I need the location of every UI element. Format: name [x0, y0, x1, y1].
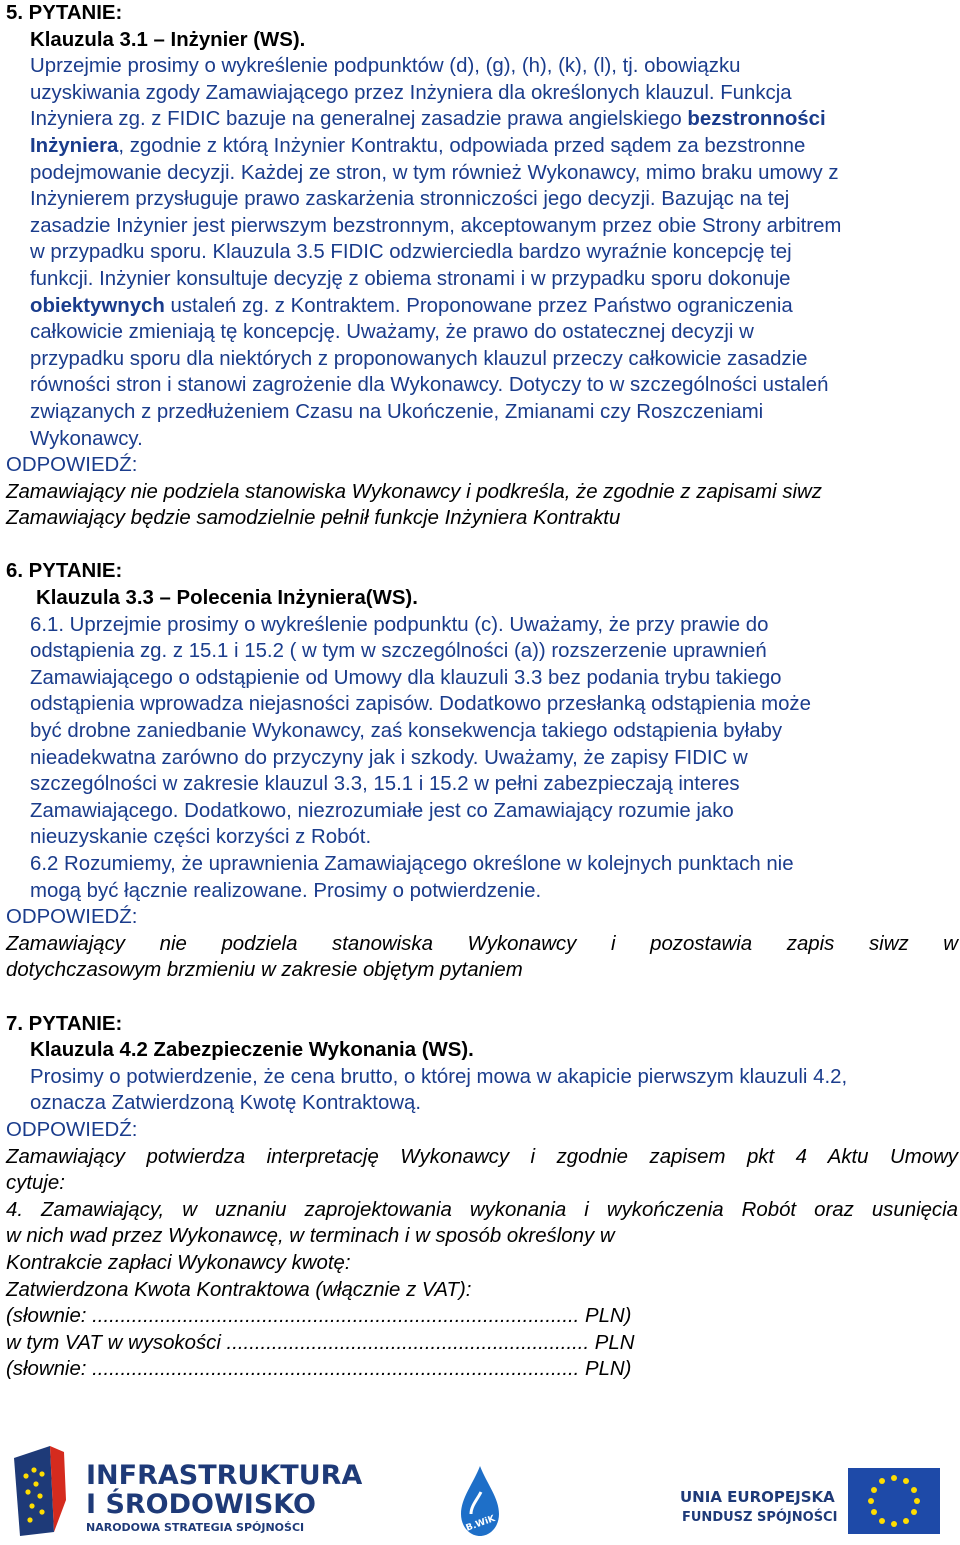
infrastruktura-srodowisko-logo [10, 1440, 363, 1540]
answer-label: ODPOWIEDŹ: [6, 906, 138, 929]
answer-label: ODPOWIEDŹ: [6, 454, 138, 477]
answer-text: Zamawiający nie podziela stanowiska Wykonawcy i podkreśla, że zgodnie z zapisami siwz Zamawiający będzie samodzielnie pełnił funkcje Inżyniera Kontraktu [6, 480, 822, 530]
svg-text:I ŚRODOWISKO: I ŚRODOWISKO [86, 1489, 316, 1520]
answer-text: Zamawiający potwierdza interpretację Wykonawcy i zgodnie zapisem pkt 4 Aktu Umowy cytuje: 4. Zamawiający, w uznaniu zaprojektowania wykonania i wykończenia Robót oraz usunięcia w nich wad przez Wykonawcę, w terminach i w sposób określony w Kontrakcie zapłaci Wykonawcy kwotę: Zatwierdzona Kwota Kontraktowa (włącznie z VAT): (słownie: ...................................................................................... PLN) w tym VAT w wysokości ................................................................ PLN (słownie: ...................................................................................... PLN) [6, 1145, 958, 1381]
svg-text:UNIA EUROPEJSKA: UNIA EUROPEJSKA [680, 1488, 835, 1506]
clause-title: Klauzula 4.2 Zabezpieczenie Wykonania (WS). [30, 1039, 474, 1062]
svg-text:B.WiK: B.WiK [464, 1514, 497, 1534]
clause-title: Klauzula 3.1 – Inżynier (WS). [30, 28, 306, 51]
question-number: 6. PYTANIE: [6, 560, 123, 583]
question-6 [0, 558, 960, 984]
bwik-drop-logo [455, 1462, 505, 1540]
question-5 [0, 0, 960, 532]
footer-logos [0, 1440, 960, 1545]
svg-text:NARODOWA STRATEGIA SPÓJNOŚCI: NARODOWA STRATEGIA SPÓJNOŚCI [86, 1521, 305, 1534]
flag-swoosh-icon [14, 1446, 54, 1536]
question-text: Prosimy o potwierdzenie, że cena brutto, o której mowa w akapicie pierwszym klauzuli 4.2, oznacza Zatwierdzoną Kwotę Kontraktową. [30, 1065, 848, 1115]
svg-text:INFRASTRUKTURA: INFRASTRUKTURA [86, 1460, 363, 1491]
question-text: 6.1. Uprzejmie prosimy o wykreślenie podpunktu (c). Uważamy, że przy prawie do odstąpienia zg. z 15.1 i 15.2 ( w tym w szczególności (a)) rozszerzenie uprawnień Zamawiającego o odstąpienie od Umowy dla klauzuli 3.3 bez podania trybu takiego odstąpienia wprowadza niejasności zapisów. Dodatkowo przesłanką odstąpienia może być drobne zaniedbanie Wykonawcy, zaś konsekwencja takiego odstąpienia byłaby nieadekwatna zarówno do przyczyny jak i szkody. Uważamy, że zapisy FIDIC w szczególności w zakresie klauzul 3.3, 15.1 i 15.2 w pełni zabezpieczają interes Zamawiającego. Dodatkowo, niezrozumiałe jest co Zamawiający rozumie jako nieuzyskanie części korzyści z Robót. 6.2 Rozumiemy, że uprawnienia Zamawiającego określone w kolejnych punktach nie mogą być łącznie realizowane. Prosimy o potwierdzenie. [30, 613, 811, 902]
svg-text:FUNDUSZ SPÓJNOŚCI: FUNDUSZ SPÓJNOŚCI [682, 1510, 838, 1525]
question-number: 5. PYTANIE: [6, 2, 123, 24]
question-text: Uprzejmie prosimy o wykreślenie podpunktów (d), (g), (h), (k), (l), tj. obowiązku uzyskiwania zgody Zamawiającego przez Inżyniera dla określonych klauzul. Funkcja Inżyniera zg. z FIDIC bazuje na generalnej zasadzie prawa angielskiego bezstronności Inżyniera, zgodnie z którą Inżynier Kontraktu, odpowiada przed sądem za bezstronne podejmowanie decyzji. Każdej ze stron, w tym również Wykonawcy, mimo braku umowy z Inżynierem przysługuje prawo zaskarżenia stronniczości jego decyzji. Bazując na tej zasadzie Inżynier jest pierwszym bezstronnym, akceptowanym przez obie Strony arbitrem w przypadku sporu. Klauzula 3.5 FIDIC odzwierciedla bardzo wyraźnie koncepcję tej funkcji. Inżynier konsultuje decyzję z obiema stronami i w przypadku sporu dokonuje obiektywnych ustaleń zg. z Kontraktem. Proponowane przez Państwo ograniczenia całkowicie zmieniają tę koncepcję. Uważamy, że prawo do ostatecznej decyzji w przypadku sporu dla niektórych z proponowanych klauzul przeczy całkowicie zasadzie równości stron i stanowi zagrożenie dla Wykonawcy. Dotyczy to w szczególności ustaleń związanych z przedłużeniem Czasu na Ukończenie, Zmianami czy Roszczeniami Wykonawcy. [30, 55, 842, 450]
question-7 [0, 1011, 960, 1383]
clause-title: Klauzula 3.3 – Polecenia Inżyniera(WS). [36, 587, 418, 610]
eu-cohesion-fund-logo [680, 1458, 942, 1540]
answer-text: Zamawiający nie podziela stanowiska Wykonawcy i pozostawia zapis siwz w dotychczasowym brzmieniu w zakresie objętym pytaniem [6, 932, 958, 982]
question-number: 7. PYTANIE: [6, 1012, 123, 1035]
answer-label: ODPOWIEDŹ: [6, 1118, 138, 1141]
